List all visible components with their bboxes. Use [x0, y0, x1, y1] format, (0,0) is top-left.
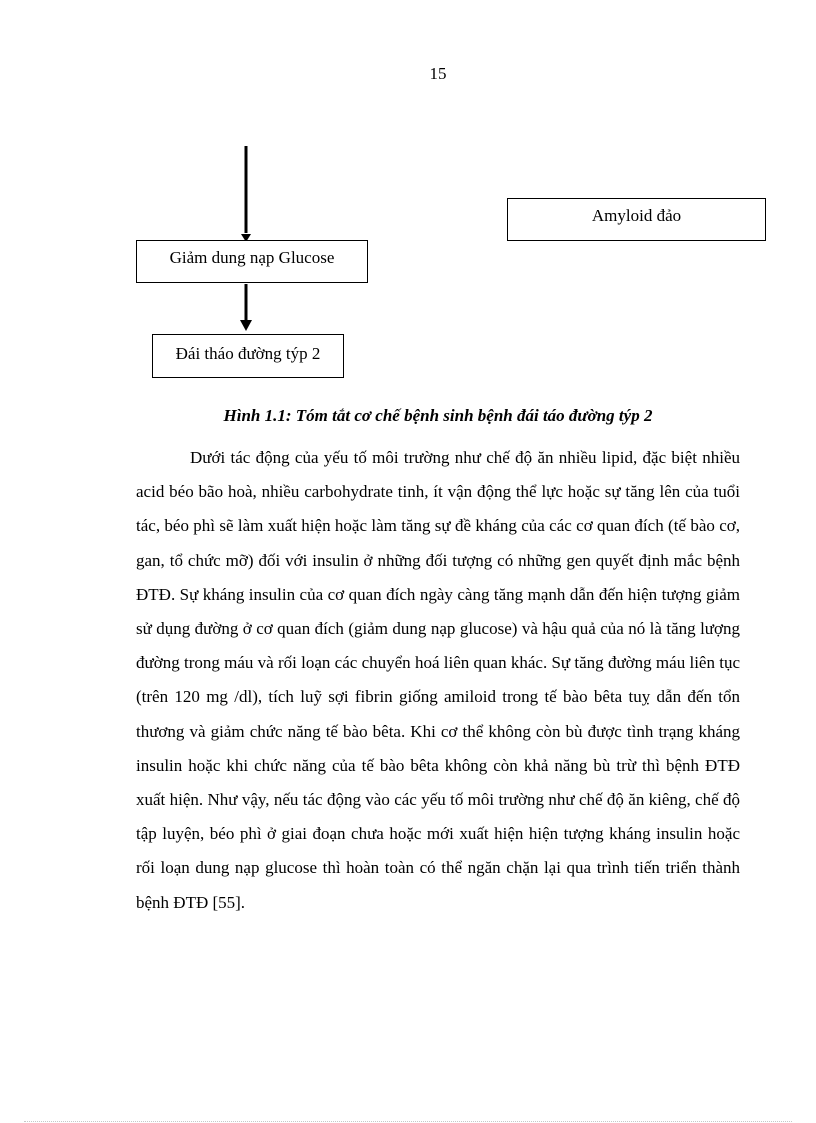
page-number: 15	[429, 64, 447, 83]
arrowhead-bottom	[240, 320, 252, 331]
box-type2-diabetes: Đái tháo đường týp 2	[152, 334, 344, 378]
figure-caption: Hình 1.1: Tóm tắt cơ chế bệnh sinh bệnh đái táo đường týp 2	[223, 406, 653, 425]
pathogenesis-diagram	[0, 0, 816, 400]
box-islet-amyloid: Amyloid đảo	[507, 198, 766, 241]
box-glucose-intolerance: Giảm dung nạp Glucose	[136, 240, 368, 283]
page-bottom-rule	[24, 1121, 792, 1122]
body-paragraph: Dưới tác động của yếu tố môi trường như chế độ ăn nhiều lipid, đặc biệt nhiều acid béo bão hoà, nhiều carbohydrate tinh, ít vận động thể lực hoặc sự tăng lên của tuổi tác, béo phì sẽ làm xuất hiện hoặc làm tăng sự đề kháng của các cơ quan đích (tế bào cơ, gan, tổ chức mỡ) đối với insulin ở những đối tượng có những gen quyết định mắc bệnh ĐTĐ. Sự kháng insulin của cơ quan đích ngày càng tăng mạnh dẫn đến hiện tượng giảm sử dụng đường ở cơ quan đích (giảm dung nạp glucose) và hậu quả của nó là tăng lượng đường trong máu và rối loạn các chuyển hoá liên quan khác. Sự tăng đường máu liên tục (trên 120 mg /dl), tích luỹ sợi fibrin giống amiloid trong tế bào bêta tuỵ dẫn đến tổn thương và giảm chức năng tế bào bêta. Khi cơ thể không còn bù được tình trạng kháng insulin hoặc khi chức năng của tế bào bêta không còn khả năng bù trừ thì bệnh ĐTĐ xuất hiện. Như vậy, nếu tác động vào các yếu tố môi trường như chế độ ăn kiêng, chế độ tập luyện, béo phì ở giai đoạn chưa hoặc mới xuất hiện hiện tượng kháng insulin hoặc rối loạn dung nạp glucose thì hoàn toàn có thể ngăn chặn lại qua trình tiến triển thành bệnh ĐTĐ [55].	[136, 448, 740, 912]
